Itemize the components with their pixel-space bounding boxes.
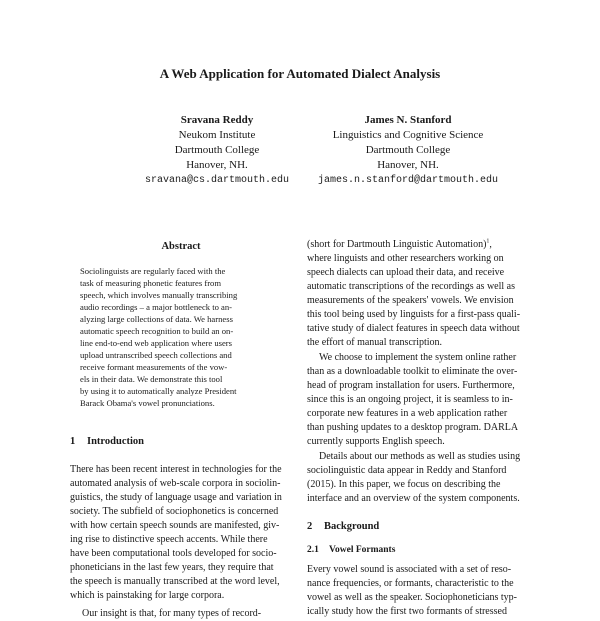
section-title: Background [324, 521, 380, 532]
text-line: There has been recent interest in technologies for the [70, 464, 282, 475]
subsection-number: 2.1 [307, 545, 319, 555]
author-location: Hanover, NH. [186, 159, 248, 171]
text-line: nance frequencies, or formants, characteristic to the [307, 578, 514, 589]
text-line: tative study of dialect features in speech data without [307, 323, 520, 334]
text-line: Details about our methods as well as studies using [319, 451, 521, 462]
text-line: measurements of the speakers' vowels. We envision [307, 295, 514, 306]
text-line: with how certain speech sounds are manifested, giv- [70, 520, 280, 531]
text-line: (2015). In this paper, we focus on describing the [307, 479, 501, 490]
abstract-body [80, 265, 282, 409]
text-line: than as a downloadable toolkit to eliminate the over- [307, 366, 518, 377]
abstract-line: audio recordings – a major bottleneck to an- [80, 302, 233, 312]
author-affiliation: Neukom Institute [178, 129, 256, 141]
right-column [307, 238, 529, 619]
text-line: sociolinguistic data appear in Reddy and Stanford [307, 465, 507, 476]
author-block-1 [122, 113, 312, 188]
abstract-heading: Abstract [161, 241, 201, 252]
subsection-title: Vowel Formants [329, 545, 396, 555]
text-line: which is painstaking for large corpora. [70, 590, 225, 601]
intro-paragraph-1 [70, 463, 292, 603]
author-email: sravana@cs.dartmouth.edu [144, 175, 290, 186]
text-line: have been computational tools developed for socio- [70, 548, 277, 559]
author-email: james.n.stanford@dartmouth.edu [317, 175, 499, 186]
right-paragraph-2 [307, 351, 529, 449]
right-paragraph-4 [307, 563, 529, 619]
author-affiliation: Dartmouth College [174, 144, 260, 156]
intro-paragraph-2: Our insight is that, for many types of record- [82, 608, 262, 619]
text-line: automated analysis of web-scale corpora in sociolin- [70, 478, 281, 489]
text-line: interface and an overview of the system components. [307, 493, 520, 504]
section-number: 1 [70, 436, 76, 447]
section-heading-introduction [70, 435, 292, 449]
text-line: vowel as well as the speaker. Sociophoneticians typ- [307, 592, 517, 603]
text-line: the effort of manual transcription. [307, 337, 443, 348]
text-line: phoneticians in the last few years, they require that [70, 562, 274, 573]
paper-title: A Web Application for Automated Dialect Analysis [159, 66, 441, 81]
left-column [70, 241, 292, 621]
text-line: ically study how the first two formants of stressed [307, 606, 507, 617]
text-line [307, 238, 529, 252]
section-number: 2 [307, 521, 313, 532]
author-name: Sravana Reddy [180, 114, 254, 126]
author-location: Hanover, NH. [377, 159, 439, 171]
text-line: this tool being used by linguists for a first-pass quali- [307, 309, 521, 320]
text-line: speech dialects can upload their data, and receive [307, 267, 505, 278]
text-line: corporate new features in a web application rather [307, 408, 508, 419]
author-name: James N. Stanford [364, 114, 452, 126]
text-line: We choose to implement the system online rather [319, 352, 517, 363]
right-paragraph-3 [307, 450, 529, 506]
section-heading-background [307, 520, 529, 534]
text-fragment: (short for Dartmouth Linguistic Automation) [307, 239, 487, 250]
abstract-line: els in their data. We demonstrate this tool [80, 374, 223, 384]
text-line: than pushing updates to a desktop program. DARLA [307, 422, 519, 433]
text-line: society. The subfield of sociophonetics is concerned [70, 506, 279, 517]
author-affiliation: Linguistics and Cognitive Science [332, 129, 484, 141]
right-paragraph-1 [307, 238, 529, 350]
section-title: Introduction [87, 436, 144, 447]
author-block-2 [298, 113, 518, 188]
abstract-line: receive formant measurements of the vow- [80, 362, 228, 372]
text-line: where linguists and other researchers working on [307, 253, 504, 264]
abstract-line: automatic speech recognition to build an on- [80, 326, 234, 336]
footnote-mark: 1 [486, 238, 490, 245]
abstract-line: Sociolinguists are regularly faced with the [80, 266, 226, 276]
text-line: Every vowel sound is associated with a set of reso- [307, 564, 512, 575]
abstract-line: task of measuring phonetic features from [80, 278, 222, 288]
abstract-line: speech, which involves manually transcribing [80, 290, 238, 300]
text-line: currently supports English speech. [307, 436, 445, 447]
abstract-line: Barack Obama's vowel pronunciations. [80, 398, 215, 408]
text-line: head of program installation for users. Furthermore, [307, 380, 515, 391]
abstract-line: by using it to automatically analyze President [80, 386, 237, 396]
abstract-line: alyzing large collections of data. We harness [80, 314, 233, 324]
text-line: automatic transcriptions of the recordings as well as [307, 281, 515, 292]
text-line: the speech is manually transcribed at the word level, [70, 576, 280, 587]
abstract-line: line end-to-end web application where users [80, 338, 233, 348]
text-line: since this is an ongoing project, it is seamless to in- [307, 394, 513, 405]
text-fragment: , [489, 239, 492, 250]
subsection-heading-vowel-formants [307, 544, 529, 557]
author-affiliation: Dartmouth College [365, 144, 451, 156]
text-line: ing rise to distinctive speech accents. While there [70, 534, 268, 545]
text-line: guistics, the study of language usage and variation in [70, 492, 282, 503]
abstract-line: upload untranscribed speech collections and [80, 350, 232, 360]
